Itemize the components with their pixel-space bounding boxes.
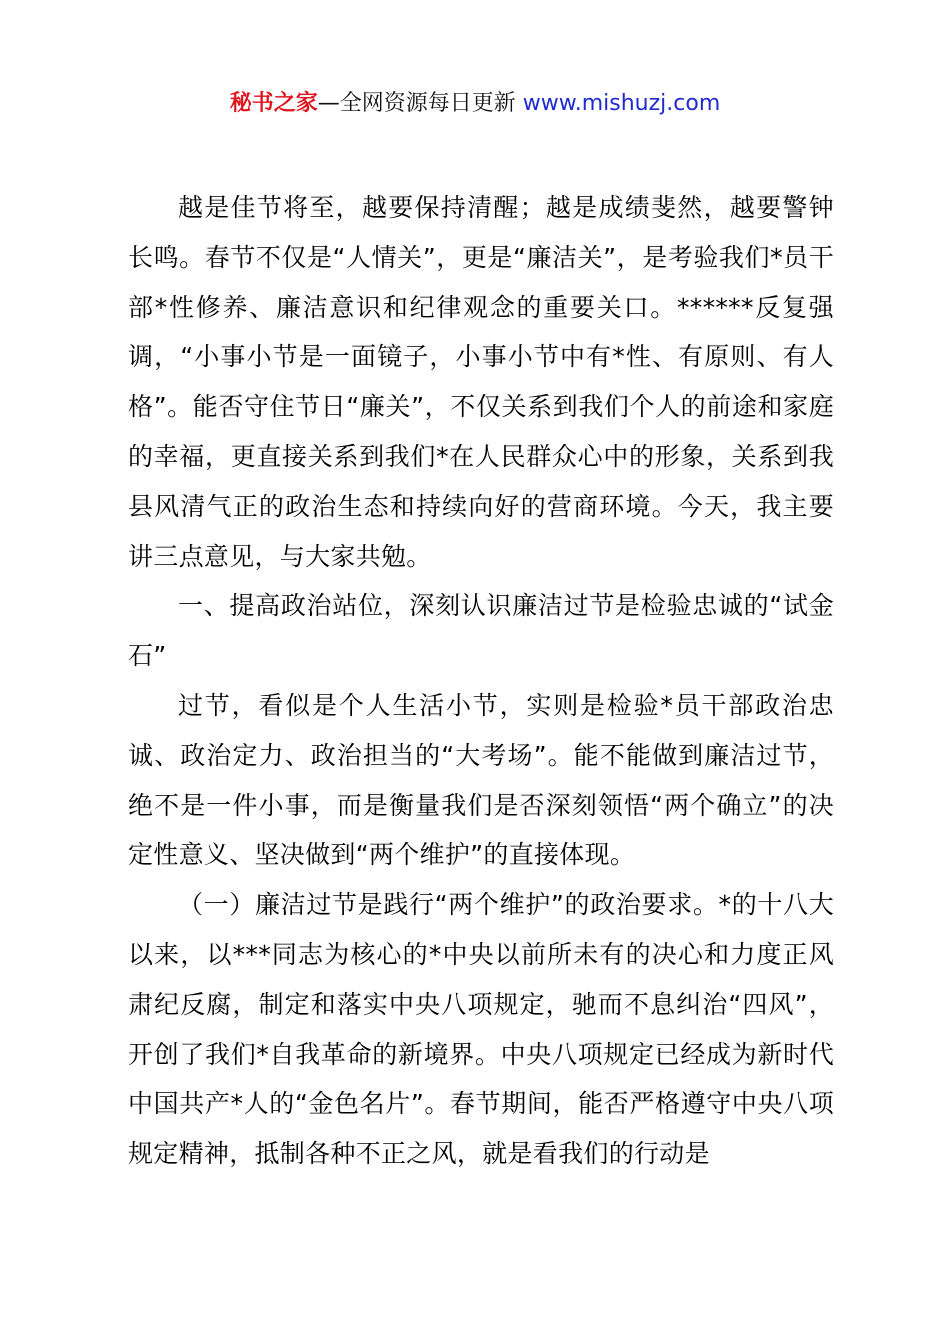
site-header: [0, 88, 950, 120]
section-heading: 一、提高政治站位，深刻认识廉洁过节是检验忠诚的“试金石”: [128, 591, 834, 671]
subsection-paragraph: （一）廉洁过节是践行“两个维护”的政治要求。*的十八大以来，以***同志为核心的*中央以前所未有的决心和力度正风肃纪反腐，制定和落实中央八项规定，驰而不息纠治“四风”，开创了我们*自我革命的新境界。中央八项规定已经成为新时代中国共产*人的“金色名片”。春节期间，能否严格遵守中央八项规定精神，抵制各种不正之风，就是看我们的行动是: [128, 890, 834, 1169]
intro-paragraph: 越是佳节将至，越要保持清醒；越是成绩斐然，越要警钟长鸣。春节不仅是“人情关”，更是“廉洁关”，是考验我们*员干部*性修养、廉洁意识和纪律观念的重要关口。******反复强调，“小事小节是一面镜子，小事小节中有*性、有原则、有人格”。能否守住节日“廉关”，不仅关系到我们个人的前途和家庭的幸福，更直接关系到我们*在人民群众心中的形象，关系到我县风清气正的政治生态和持续向好的营商环境。今天，我主要讲三点意见，与大家共勉。: [128, 193, 834, 571]
brand-name: 秘书之家: [229, 91, 318, 116]
header-tagline: —全网资源每日更新: [317, 91, 523, 116]
section-paragraph: 过节，看似是个人生活小节，实则是检验*员干部政治忠诚、政治定力、政治担当的“大考场”。能不能做到廉洁过节，绝不是一件小事，而是衡量我们是否深刻领悟“两个确立”的决定性意义、坚决做到“两个维护”的直接体现。: [128, 690, 834, 870]
site-url-link[interactable]: www.mishuzj.com: [522, 91, 721, 116]
document-body: [128, 183, 834, 1179]
